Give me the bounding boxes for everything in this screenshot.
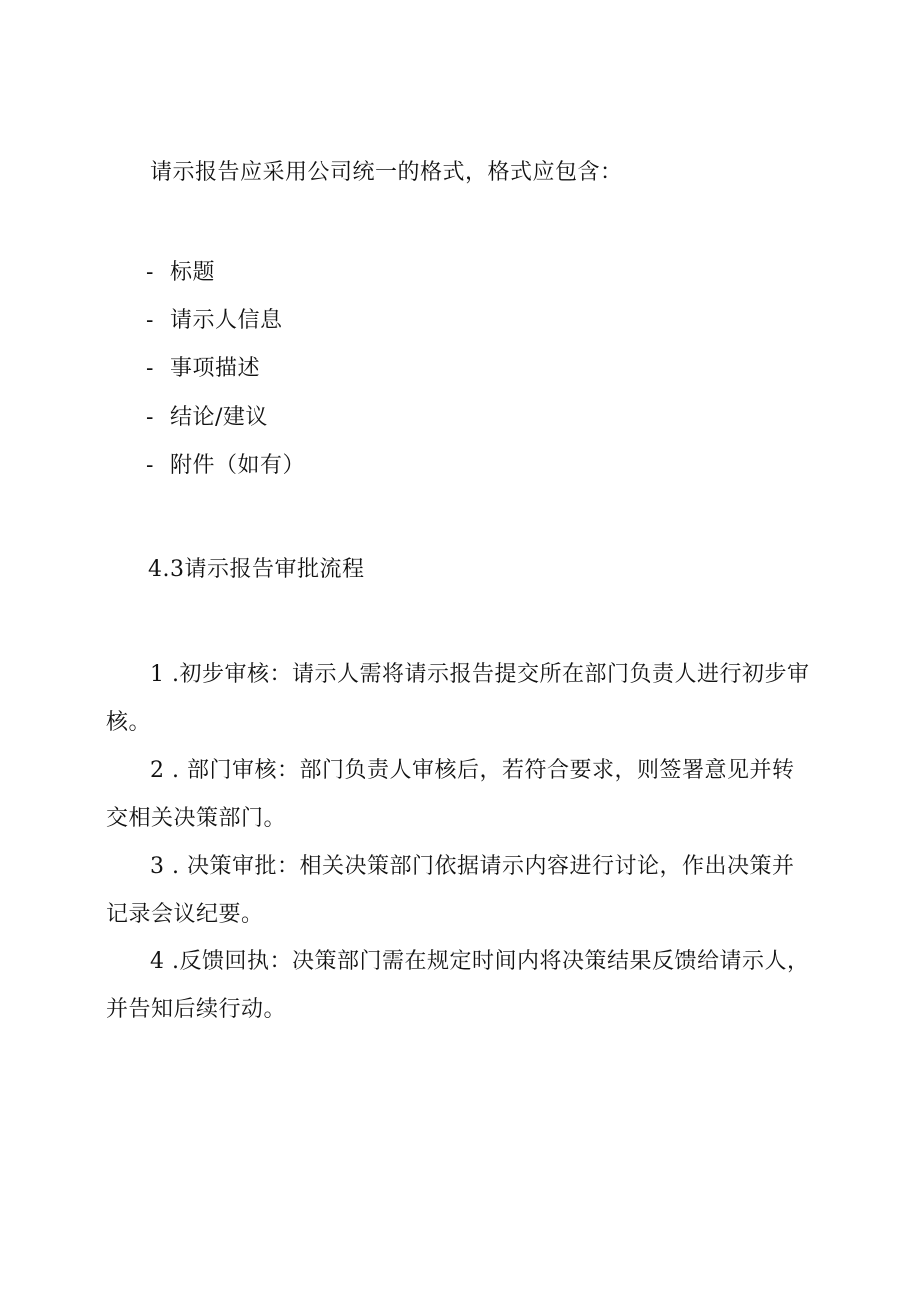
list-item (146, 403, 268, 433)
step-paragraph: 4 .反馈回执：决策部门需在规定时间内将决策结果反馈给请示人，并告知后续行动。 (106, 949, 810, 1022)
list-item-text: 标题 (170, 260, 216, 285)
list-item-text: 请示人信息 (170, 308, 283, 333)
list-dash: - (146, 308, 154, 333)
list-item (146, 306, 283, 336)
list-item (146, 451, 305, 481)
step-paragraph: 3 . 决策审批：相关决策部门依据请示内容进行讨论，作出决策并记录会议纪要。 (106, 854, 795, 927)
list-dash: - (146, 405, 154, 430)
list-item (146, 354, 260, 384)
list-item-text: 结论/建议 (170, 405, 268, 430)
list-item (146, 258, 215, 288)
section-heading: 4.3请示报告审批流程 (148, 557, 365, 582)
list-item-text: 附件（如有） (170, 453, 306, 478)
list-dash: - (146, 453, 154, 478)
intro-text: 请示报告应采用公司统一的格式，格式应包含： (150, 160, 623, 185)
step-paragraph: 1 .初步审核：请示人需将请示报告提交所在部门负责人进行初步审核。 (106, 662, 810, 735)
list-dash: - (146, 260, 154, 285)
list-item-text: 事项描述 (170, 356, 261, 381)
step-paragraph: 2 . 部门审核：部门负责人审核后，若符合要求，则签署意见并转交相关决策部门。 (106, 758, 795, 831)
list-dash: - (146, 356, 154, 381)
